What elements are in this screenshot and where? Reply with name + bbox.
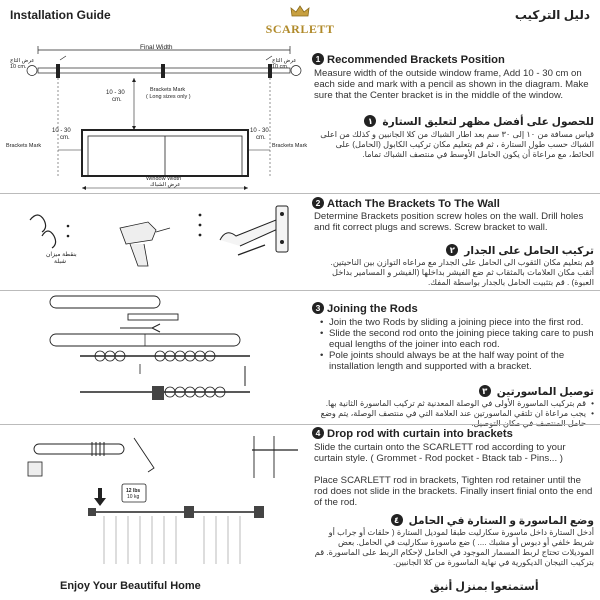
divider-1 bbox=[0, 193, 600, 194]
step3-bullet: • Join the two Rods by sliding a joining piece into the first rod. bbox=[320, 317, 594, 328]
final-width-label: Final Width bbox=[140, 44, 173, 51]
brackets-mark-right: Brackets Mark bbox=[272, 143, 308, 149]
step4-body2: Place SCARLETT rod in brackets, Tighten rod retainer until the rod does not slide in the brackets. Finally insert finial onto the end of the rod. bbox=[314, 475, 593, 508]
step3-title: 3 Joining the Rods bbox=[312, 302, 418, 315]
small-ar-label: شبلة bbox=[54, 259, 67, 265]
window-width-ar: عرض الشباك bbox=[150, 182, 181, 188]
side-right-en: 10 cm. bbox=[272, 64, 289, 70]
step3-ar-bullet: • يجب مراعاة ان تلتقي الماسورتين عند العلامة التي في منتصف الوصلة، يتم وضع bbox=[314, 409, 594, 429]
long-sizes-only: ( Long sizes only ) bbox=[146, 94, 191, 100]
gap-right-value: 10 - 30 bbox=[250, 128, 269, 134]
weight-sub: 10 kg bbox=[127, 494, 140, 500]
step1-title: 1 Recommended Brackets Position bbox=[312, 53, 505, 66]
crown-icon bbox=[290, 5, 310, 17]
step1-ar-body: قياس مسافة من ١٠ إلى ٣٠ سم بعد اطار الشباك من كلا الجانبين و كذلك من اعلى الشباك حسب طول الستارة ، ثم قم بتعليم مكان تركيب الكابول (الحامل) على الحائط، مع مراعاة أن يكون الحامل الأوسط في منتصف الشباك تماما. bbox=[320, 130, 594, 159]
guide-title-ar: دليل التركيب bbox=[514, 8, 590, 22]
step4-body1: Slide the curtain onto the SCARLETT rod according to your curtain style. ( Grommet - Rod pocket - Btack tab - Pins... ) bbox=[314, 442, 566, 464]
guide-title-en: Installation Guide bbox=[10, 8, 111, 22]
step3-ar-title: توصيل الماسورتين ٣ bbox=[314, 385, 594, 398]
brackets-wall-diagram bbox=[20, 200, 305, 282]
step3-bullet: • Slide the second rod onto the joining piece taking care to push equal lengths of the joiner into each rod. bbox=[320, 328, 594, 350]
side-left-en: 10 cm. bbox=[10, 64, 27, 70]
level-label: بنقطة ميزان bbox=[46, 252, 77, 258]
gap-left-unit: cm. bbox=[60, 135, 70, 141]
joining-rods-diagram bbox=[20, 292, 305, 417]
step2-body: Determine Brackets position screw holes on the wall. Drill holes and fit correct plugs and screws. Screw bracket to wall. bbox=[314, 211, 584, 233]
side-right-ar: عرض التاج bbox=[272, 58, 297, 64]
weight-label: 12 lbs bbox=[126, 488, 141, 494]
gap-top-unit: cm. bbox=[112, 97, 122, 103]
brackets-mark-center: Brackets Mark bbox=[150, 87, 186, 93]
gap-top-value: 10 - 30 bbox=[106, 90, 125, 96]
step3-bullet: • Pole joints should always be at the half way point of the installation length and supported with a bracket. bbox=[320, 350, 594, 372]
footer-ar: أستمتعوا بمنزل أنيق bbox=[430, 581, 539, 593]
step4-ar-title: وضع الماسورة و الستارة في الحامل ٤ bbox=[314, 514, 594, 527]
step4-title: 4 Drop rod with curtain into brackets bbox=[312, 427, 513, 440]
window-width-en: Window Width bbox=[146, 176, 182, 182]
step2-ar-title: تركيب الحامل على الجدار ٢ bbox=[314, 244, 594, 257]
divider-3 bbox=[0, 424, 600, 425]
step2-ar-body: قم بتعليم مكان الثقوب الى الحامل على الجدار مع مراعاه التوازن بين الناحيتين. أثقب مكان العلامات بالمثقاب ثم ضع الفيشر بداخلها (الفيشر و المسامير بداخل العبوة) . قم بتثبيت الحامل بالجدار بواسطة المفك. bbox=[330, 258, 594, 287]
step4-ar-body: أدخل الستارة داخل ماسورة سكارليت طبقا لموديل الستارة ( حلقات أو جراب أو شريط خلفي أو دبوس أو مشبك .... ) ضع ماسورة سكارليت في الحامل. بعض الموديلات تحتاج لربط المسمار الموجود في الحامل لإحكام الربط على الماسورة. قم بتركيب التيجان الديكورية في نهاية الماسورة من كلا الجانبين. bbox=[314, 528, 594, 567]
footer-en: Enjoy Your Beautiful Home bbox=[60, 580, 201, 592]
brand-name: SCARLETT bbox=[265, 22, 335, 36]
brackets-mark-left: Brackets Mark bbox=[6, 143, 42, 149]
side-left-ar: عرض التاج bbox=[10, 58, 35, 64]
step3-ar-bullet: • قم بتركيب الماسورة الأولى في الوصلة المعدنية ثم تركيب الماسورة الثانية بها. bbox=[314, 399, 594, 409]
divider-2 bbox=[0, 290, 600, 291]
gap-left-value: 10 - 30 bbox=[52, 128, 71, 134]
step1-ar-title: للحصول على أفضل مظهر لتعليق الستارة ١ bbox=[314, 115, 594, 128]
step2-title: 2 Attach The Brackets To The Wall bbox=[312, 197, 500, 210]
brand-logo bbox=[262, 4, 338, 37]
gap-right-unit: cm. bbox=[256, 135, 266, 141]
drop-rod-diagram bbox=[14, 428, 306, 566]
step1-body: Measure width of the outside window frame, Add 10 - 30 cm on each side and mark with a pencil as shown in the diagram. Make sure that the Center bracket is in the middle of the window. bbox=[314, 68, 589, 101]
step3-bullets bbox=[320, 317, 594, 372]
